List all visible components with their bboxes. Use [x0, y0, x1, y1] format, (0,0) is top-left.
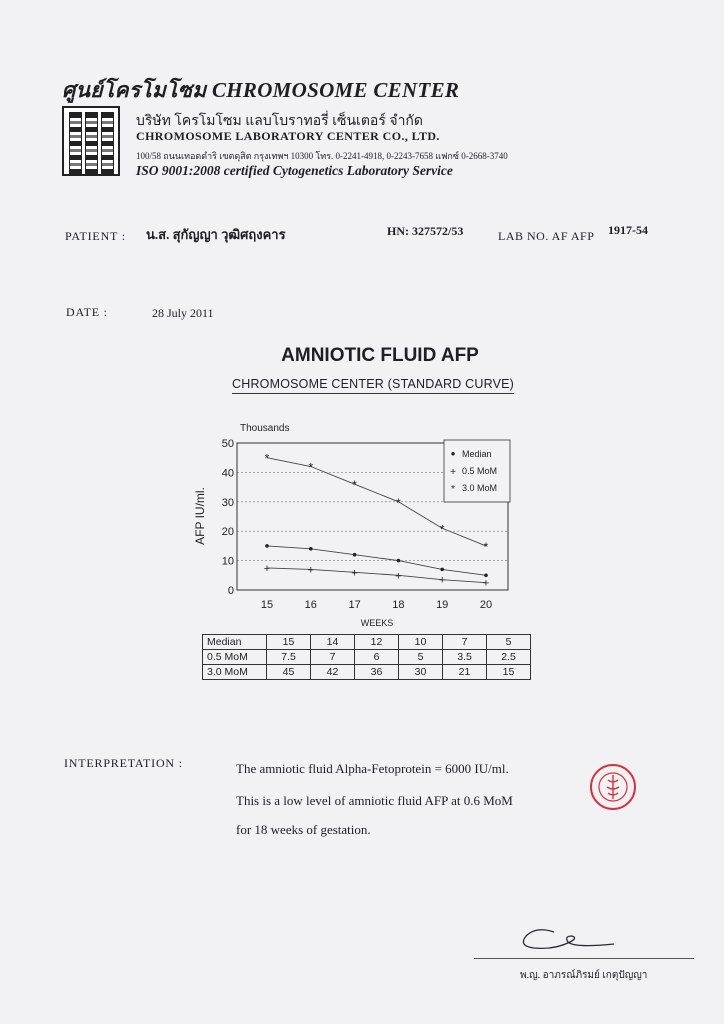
- x-axis-label: WEEKS: [360, 618, 394, 628]
- patient-label: PATIENT :: [65, 229, 126, 243]
- chart-title: AMNIOTIC FLUID AFP: [281, 345, 479, 366]
- data-point-0-5-mom: +: [438, 574, 446, 587]
- legend: [444, 440, 510, 502]
- data-point-3-0-mom: *: [264, 451, 270, 466]
- table-cell: 6: [355, 650, 399, 665]
- table-cell: 5: [399, 650, 443, 665]
- interpretation-line-2: This is a low level of amniotic fluid AFP at 0.6 MoM: [236, 793, 513, 808]
- legend-marker-median: •: [450, 446, 456, 461]
- patient-name: น.ส. สุกัญญา วุฒิศฤงคาร: [146, 227, 286, 242]
- data-point-median: [440, 568, 444, 572]
- table-cell: 2.5: [487, 650, 531, 665]
- table-cell: 12: [355, 635, 399, 650]
- afp-standard-curve-chart: [180, 410, 540, 632]
- lab-number: 1917-54: [608, 223, 648, 237]
- table-cell: 10: [399, 635, 443, 650]
- x-tick-label: 15: [260, 599, 274, 611]
- data-point-0-5-mom: +: [307, 564, 315, 577]
- table-row-label: 3.0 MoM: [203, 665, 267, 680]
- data-point-0-5-mom: +: [351, 567, 358, 580]
- x-tick-label: 18: [392, 599, 405, 611]
- table-row-label: Median: [203, 635, 267, 650]
- signatory-name: พ.ญ. อาภรณ์ภิรมย์ เกตุปัญญา: [520, 970, 648, 981]
- interpretation-line-1: The amniotic fluid Alpha-Fetoprotein = 6000 IU/ml.: [236, 761, 509, 776]
- iso-certification: ISO 9001:2008 certified Cytogenetics Laboratory Service: [136, 163, 453, 178]
- data-point-0-5-mom: +: [263, 562, 271, 575]
- x-tick-label: 19: [436, 599, 449, 611]
- y-tick-label: 20: [221, 526, 234, 539]
- company-name-thai: บริษัท โครโมโซม แลบโบราทอรี่ เซ็นเตอร์ จำกัด: [136, 114, 423, 129]
- signature: [514, 918, 624, 958]
- table-row: [203, 650, 531, 665]
- x-tick-label: 16: [304, 599, 317, 611]
- y-tick-label: 50: [221, 438, 234, 450]
- table-cell: 15: [487, 665, 531, 680]
- x-tick-label: 20: [479, 599, 493, 611]
- table-cell: 15: [267, 635, 311, 650]
- company-name-english: CHROMOSOME LABORATORY CENTER CO., LTD.: [136, 129, 440, 143]
- data-point-median: [309, 547, 313, 551]
- table-row-label: 0.5 MoM: [203, 650, 267, 665]
- data-point-3-0-mom: *: [483, 539, 489, 554]
- legend-marker-0-5-mom: +: [450, 467, 456, 478]
- data-point-0-5-mom: +: [482, 577, 490, 590]
- y-tick-label: 0: [227, 585, 234, 597]
- table-cell: 36: [355, 665, 399, 680]
- legend-label-0-5-mom: 0.5 MoM: [462, 466, 498, 476]
- chart-subtitle: CHROMOSOME CENTER (STANDARD CURVE): [232, 377, 514, 394]
- table-row: [203, 635, 531, 650]
- data-point-3-0-mom: *: [439, 522, 445, 537]
- signature-line: [474, 958, 694, 959]
- y-axis-label: AFP IU/ml.: [193, 487, 207, 545]
- table-cell: 21: [443, 665, 487, 680]
- y-tick-label: 30: [221, 496, 234, 509]
- table-cell: 42: [311, 665, 355, 680]
- data-point-3-0-mom: *: [308, 460, 314, 475]
- interpretation-label: INTERPRETATION :: [64, 756, 183, 770]
- table-cell: 7: [311, 650, 355, 665]
- legend-label-median: Median: [462, 449, 492, 459]
- hospital-stamp: [588, 762, 638, 812]
- interpretation-line-3: for 18 weeks of gestation.: [236, 822, 371, 837]
- legend-marker-3-0-mom: *: [451, 484, 455, 495]
- table-cell: 7: [443, 635, 487, 650]
- data-point-median: [397, 559, 401, 563]
- table-cell: 30: [399, 665, 443, 680]
- table-cell: 7.5: [267, 650, 311, 665]
- hospital-number: HN: 327572/53: [387, 224, 464, 238]
- data-point-median: [484, 574, 488, 578]
- data-point-median: [265, 544, 269, 548]
- date-label: DATE :: [66, 305, 108, 319]
- table-cell: 5: [487, 635, 531, 650]
- data-point-3-0-mom: *: [396, 495, 401, 510]
- x-tick-label: 17: [348, 599, 361, 611]
- report-date: 28 July 2011: [152, 306, 214, 320]
- lab-number-label: LAB NO. AF AFP: [498, 229, 595, 243]
- center-title: ศูนย์โครโมโซม CHROMOSOME CENTER: [62, 78, 460, 102]
- table-row: [203, 665, 531, 680]
- company-address: 100/58 ถนนเทอดดำริ เขตดุสิต กรุงเทพฯ 10300 โทร. 0-2241-4918, 0-2243-7658 แฟกซ์ 0-2668-3740: [136, 151, 508, 161]
- unit-note: Thousands: [240, 423, 290, 434]
- legend-label-3-0-mom: 3.0 MoM: [462, 483, 498, 493]
- table-cell: 45: [267, 665, 311, 680]
- chromosome-logo: [62, 106, 120, 176]
- reference-table: [202, 634, 531, 680]
- data-point-median: [353, 553, 357, 557]
- table-cell: 3.5: [443, 650, 487, 665]
- data-point-0-5-mom: +: [395, 570, 402, 583]
- table-cell: 14: [311, 635, 355, 650]
- y-tick-label: 40: [221, 467, 234, 480]
- data-point-3-0-mom: *: [352, 478, 357, 493]
- y-tick-label: 10: [221, 555, 234, 568]
- series-line-0-5-mom: [267, 568, 486, 583]
